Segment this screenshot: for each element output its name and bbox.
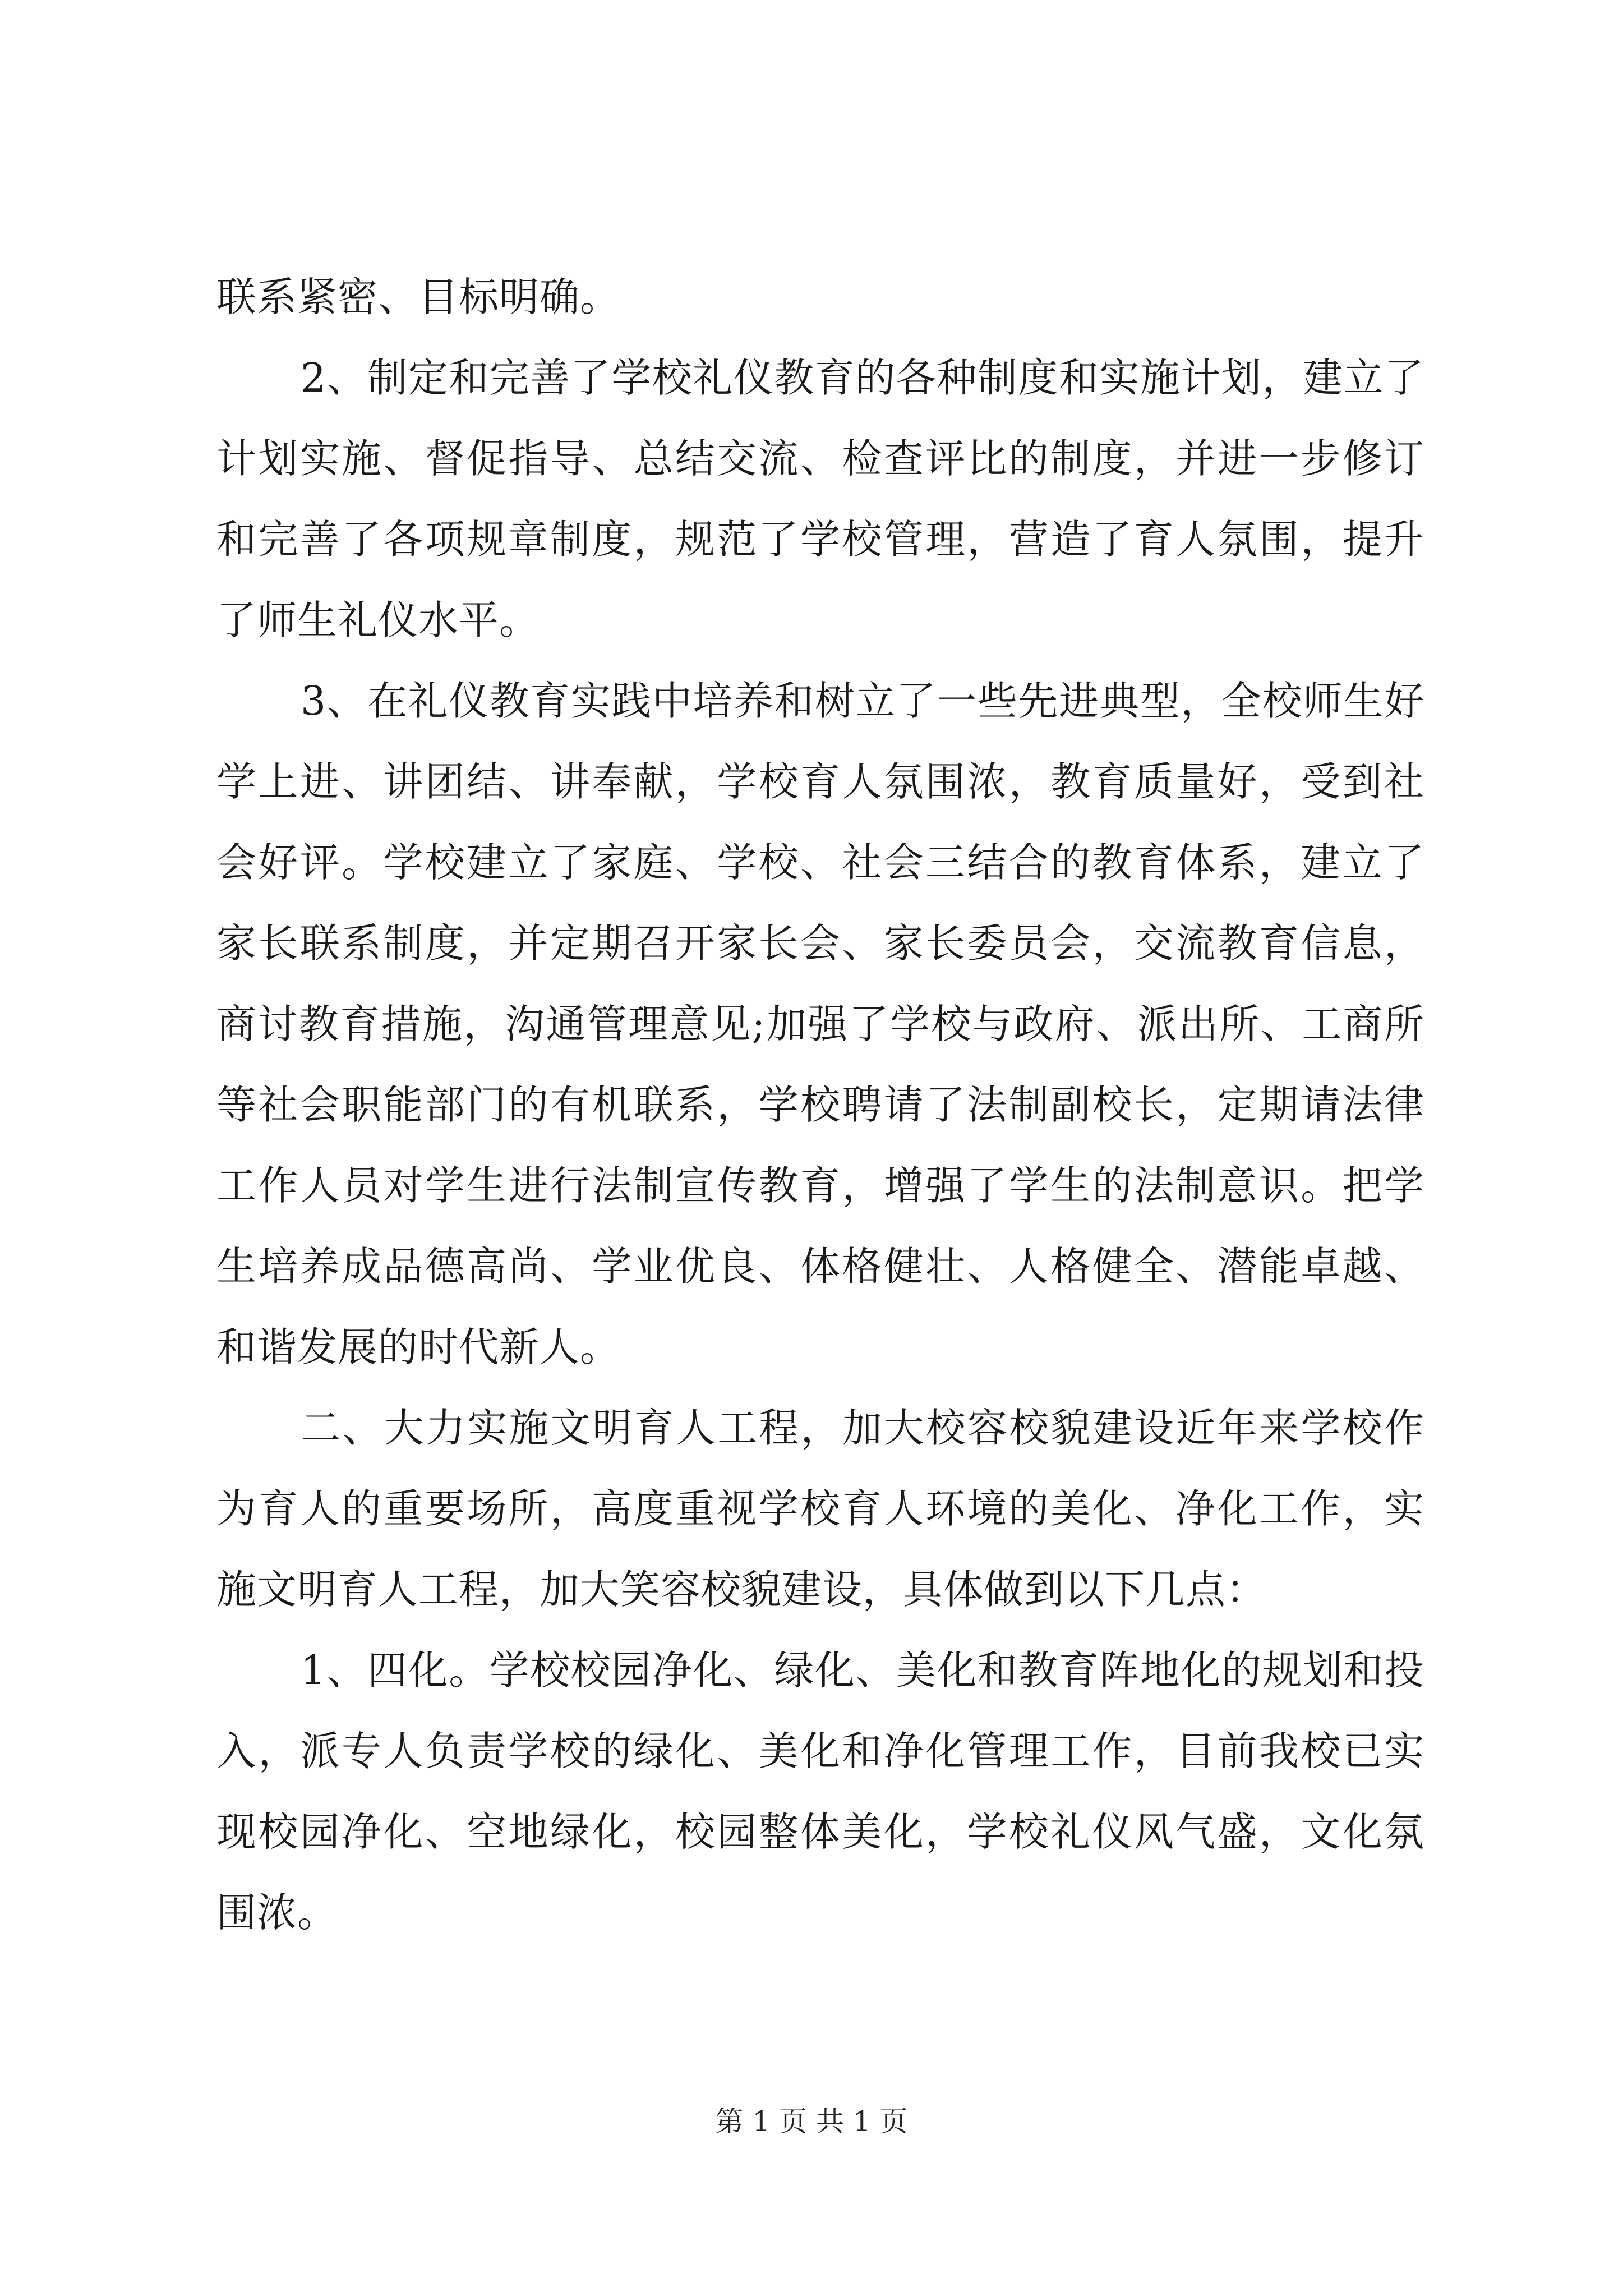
paragraph-four-modernizations: 1、四化。学校校园净化、绿化、美化和教育阵地化的规划和投入，派专人负责学校的绿化、美化和净化管理工作，目前我校已实现校园净化、空地绿化，校园整体美化，学校礼仪风气盛，文化氛围浓。 — [216, 1647, 1424, 1936]
page-footer: 第 1 页 共 1 页 — [715, 2105, 908, 2138]
paragraph-continuation: 联系紧密、目标明确。 — [216, 274, 621, 320]
paragraph-item-3: 3、在礼仪教育实践中培养和树立了一些先进典型，全校师生好学上进、讲团结、讲奉献，学校育人氛围浓，教育质量好，受到社会好评。学校建立了家庭、学校、社会三结合的教育体系，建立了家长联系制度，并定期召开家长会、家长委员会，交流教育信息，商讨教育措施，沟通管理意见;加强了学校与政府、派出所、工商所等社会职能部门的有机联系，学校聘请了法制副校长，定期请法律工作人员对学生进行法制宣传教育，增强了学生的法制意识。把学生培养成品德高尚、学业优良、体格健壮、人格健全、潜能卓越、和谐发展的时代新人。 — [216, 678, 1424, 1370]
document-body — [216, 257, 1424, 1953]
paragraph-item-2: 2、制定和完善了学校礼仪教育的各种制度和实施计划，建立了计划实施、督促指导、总结交流、检查评比的制度，并进一步修订和完善了各项规章制度，规范了学校管理，营造了育人氛围，提升了师生礼仪水平。 — [216, 355, 1424, 643]
paragraph-section-2: 二、大力实施文明育人工程，加大校容校貌建设近年来学校作为育人的重要场所，高度重视学校育人环境的美化、净化工作，实施文明育人工程，加大笑容校貌建设，具体做到以下几点： — [216, 1405, 1424, 1613]
